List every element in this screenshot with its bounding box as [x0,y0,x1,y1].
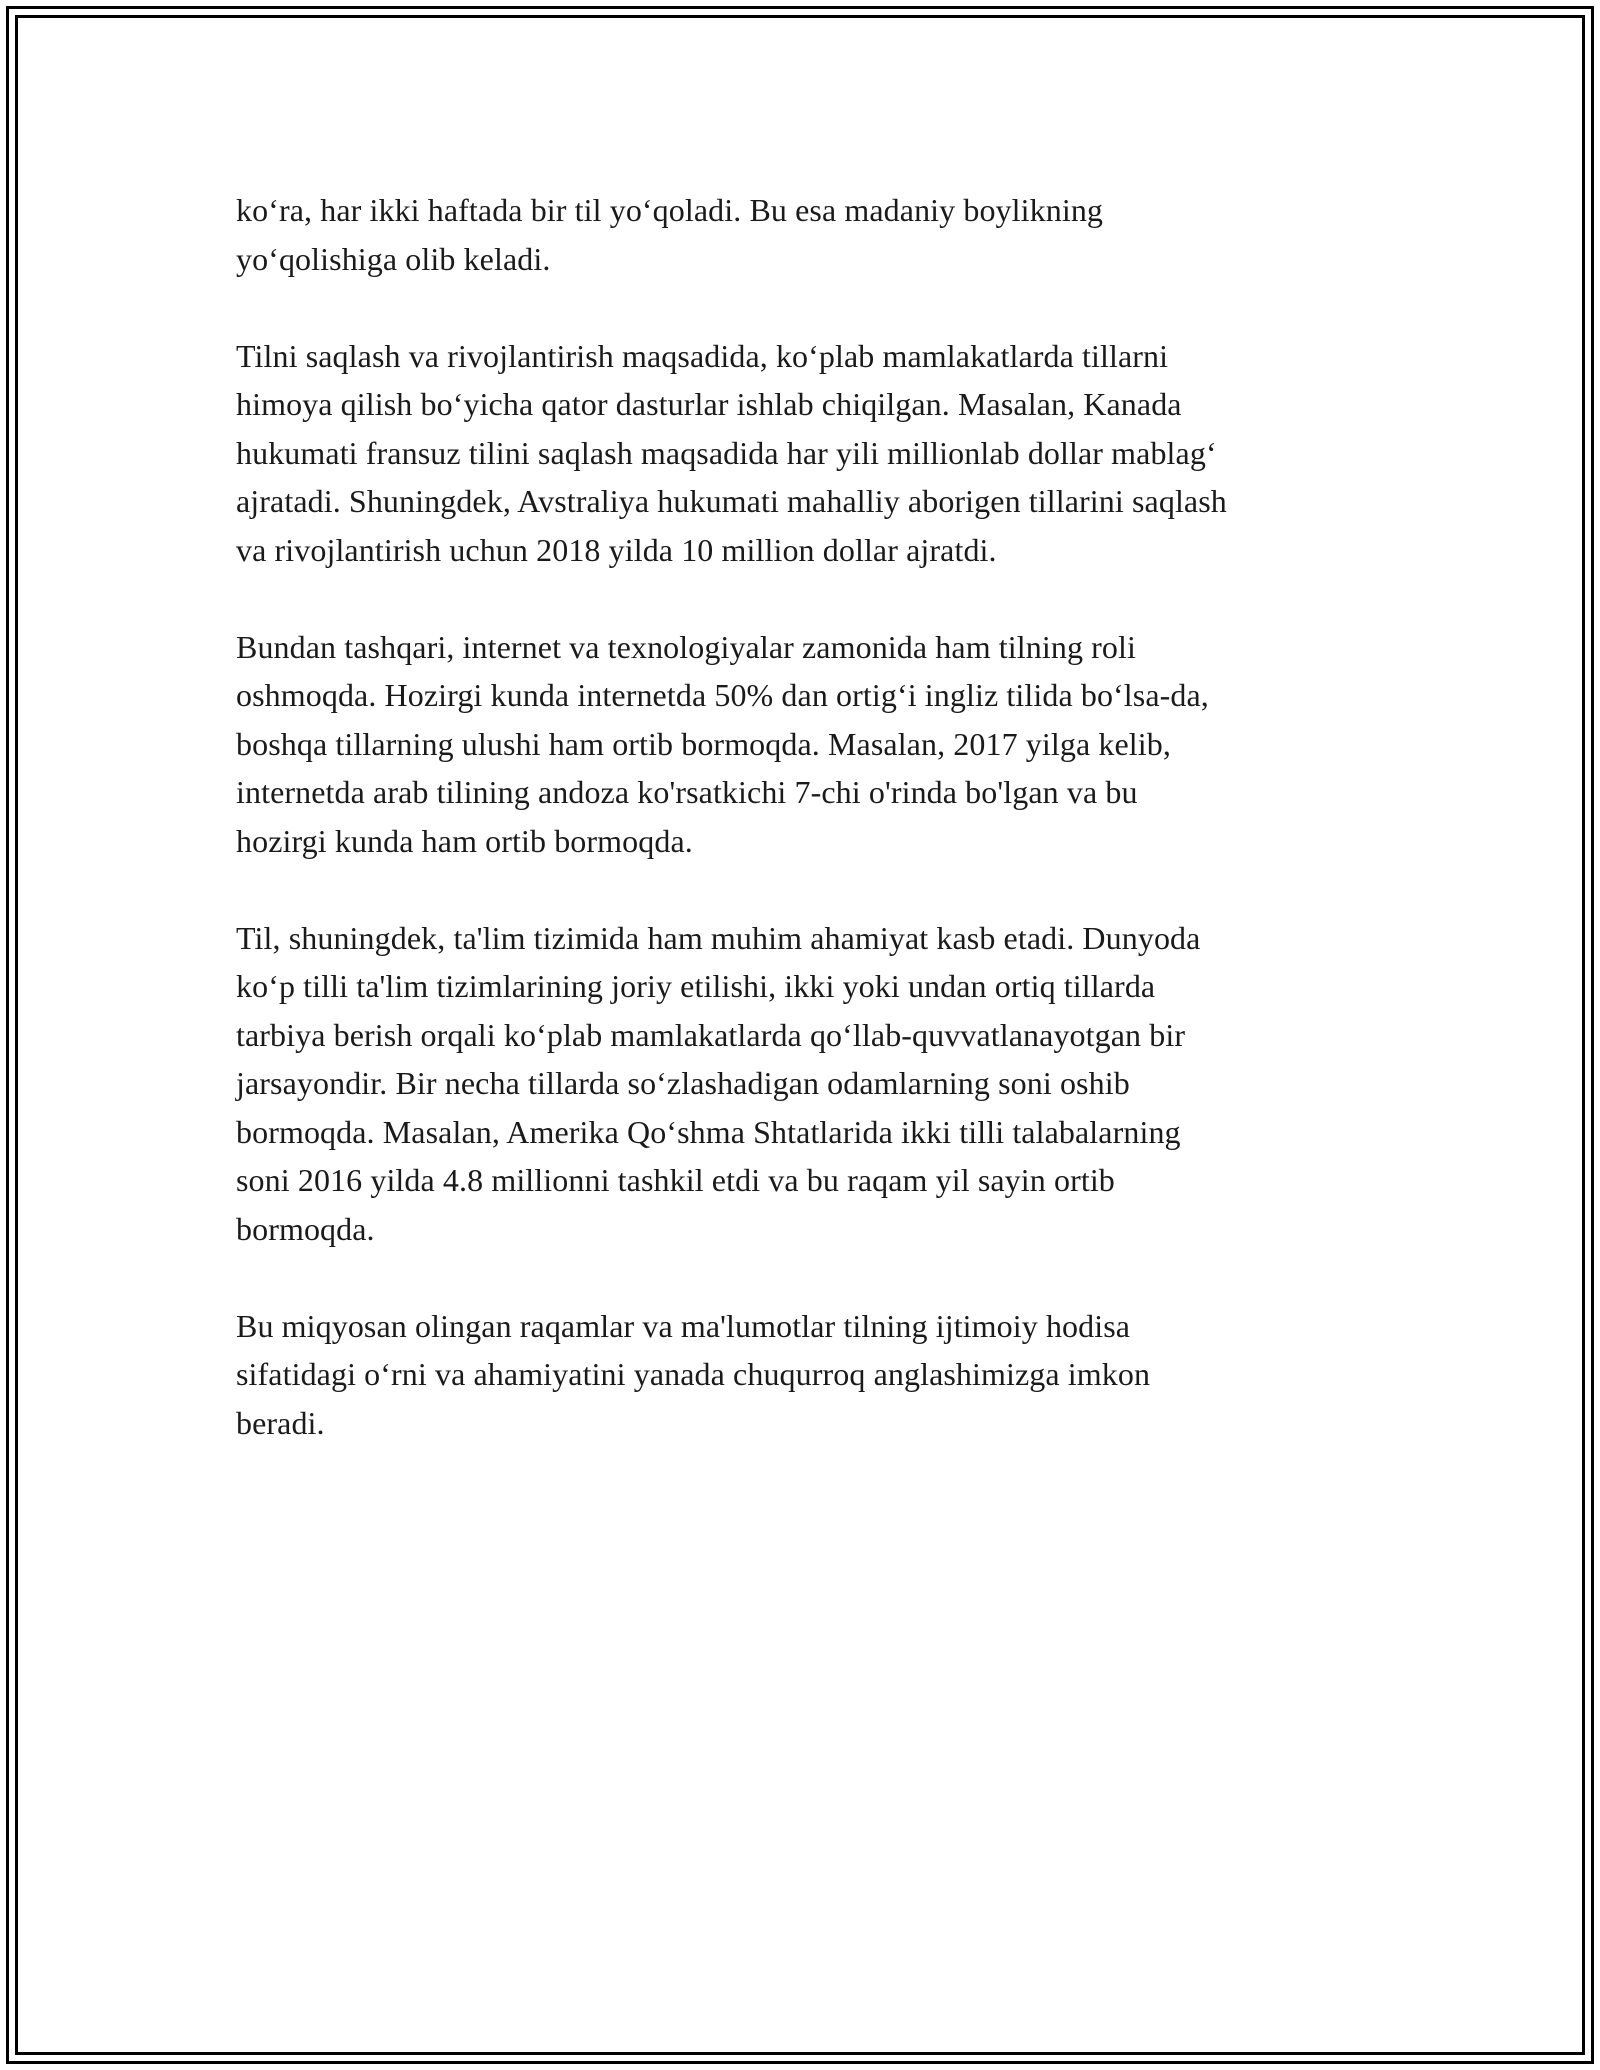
text-line: Bundan tashqari, internet va texnologiyalar zamonida ham tilning roli [236,628,1136,665]
document-body [236,186,1386,1496]
text-line: ajratadi. Shuningdek, Avstraliya hukumati mahalliy aborigen tillarini saqlash [236,483,1227,519]
text-line: Bu miqyosan olingan raqamlar va ma'lumotlar tilning ijtimoiy hodisa [236,1307,1131,1344]
paragraph-5 [236,1302,1386,1448]
text-line: va rivojlantirish uchun 2018 yilda 10 million dollar ajratdi. [236,531,997,568]
text-line: koʻp tilli ta'lim tizimlarining joriy etilishi, ikki yoki undan ortiq tillarda [236,968,1156,1004]
paragraph-2 [236,332,1386,575]
text-line: hukumati fransuz tilini saqlash maqsadida har yili millionlab dollar mablagʻ [236,434,1217,471]
text-line: beradi. [236,1404,325,1441]
text-line: himoya qilish boʻyicha qator dasturlar ishlab chiqilgan. Masalan, Kanada [236,386,1182,422]
text-line: internetda arab tilining andoza ko'rsatkichi 7-chi o'rinda bo'lgan va bu [236,774,1138,810]
text-line: tarbiya berish orqali koʻplab mamlakatlarda qoʻllab-quvvatlanayotgan bir [236,1016,1186,1053]
text-line: sifatidagi oʻrni va ahamiyatini yanada chuqurroq anglashimizga imkon [236,1356,1151,1392]
text-line: Tilni saqlash va rivojlantirish maqsadida, koʻplab mamlakatlarda tillarni [236,337,1169,374]
text-line: bormoqda. [236,1210,375,1247]
paragraph-3 [236,623,1386,866]
paragraph-1 [236,186,1386,283]
text-line: koʻra, har ikki haftada bir til yoʻqoladi. Bu esa madaniy boylikning [236,192,1104,228]
text-line: jarsayondir. Bir necha tillarda soʻzlashadigan odamlarning soni oshib [236,1065,1130,1101]
text-line: boshqa tillarning ulushi ham ortib bormoqda. Masalan, 2017 yilga kelib, [236,725,1171,762]
text-line: hozirgi kunda ham ortib bormoqda. [236,822,693,859]
text-line: bormoqda. Masalan, Amerika Qoʻshma Shtatlarida ikki tilli talabalarning [236,1113,1181,1150]
text-line: Til, shuningdek, ta'lim tizimida ham muhim ahamiyat kasb etadi. Dunyoda [236,919,1201,956]
text-line: oshmoqda. Hozirgi kunda internetda 50% dan ortigʻi ingliz tilida boʻlsa-da, [236,677,1209,713]
paragraph-4 [236,914,1386,1254]
text-line: yoʻqolishiga olib keladi. [236,240,551,277]
text-line: soni 2016 yilda 4.8 millionni tashkil etdi va bu raqam yil sayin ortib [236,1162,1115,1198]
